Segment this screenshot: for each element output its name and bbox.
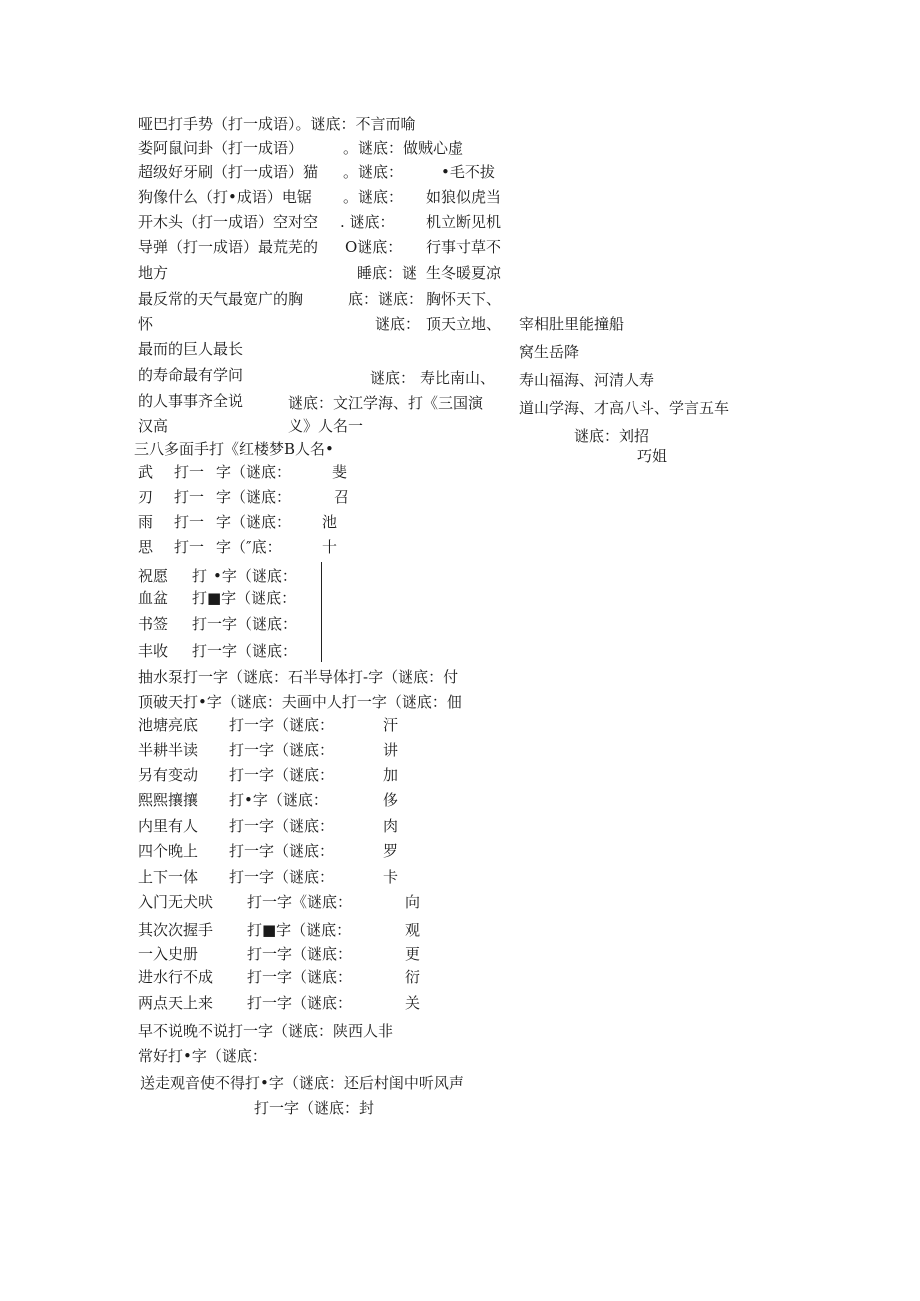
text-line: 书签: [138, 615, 169, 633]
text-line: 另有变动: [138, 766, 199, 784]
text-line: 谜底：文江学海、打《三国演: [288, 394, 484, 412]
text-line: 的寿命最有学问: [138, 366, 244, 384]
text-line: 打•字（谜底：: [229, 791, 328, 809]
text-line: 打一字（谜底：: [229, 817, 335, 835]
text-line: 打一字（谜底：: [247, 968, 353, 986]
text-line: 的人事事齐全说: [138, 392, 244, 410]
text-line: 肉: [383, 817, 399, 835]
text-line: 最而的巨人最长: [138, 340, 244, 358]
text-line: 打一字（谜底：封: [254, 1099, 375, 1117]
text-line: 上下一体: [138, 868, 199, 886]
text-line: 巧姐: [637, 447, 668, 465]
text-line: •字（谜底：: [213, 567, 297, 585]
text-line: 打一: [174, 513, 205, 531]
text-line: 地方: [138, 264, 169, 282]
text-line: 常好打•字（谜底：: [138, 1047, 267, 1065]
text-line: 打一字（谜底：: [247, 994, 353, 1012]
text-line: 打一字（谜底：: [229, 766, 335, 784]
text-line: 谜底：: [370, 369, 416, 387]
text-line: 打一: [174, 538, 205, 556]
text-line: 超级好牙刷（打一成语）猫: [138, 163, 319, 181]
text-line: 怀: [138, 315, 154, 333]
text-line: 半耕半读: [138, 741, 199, 759]
text-line: 打一: [174, 488, 205, 506]
text-line: 打■字（谜底：: [247, 921, 352, 939]
text-line: 打一字（谜底：: [229, 842, 335, 860]
text-line: 侈: [383, 791, 399, 809]
text-line: 其次次握手: [138, 921, 214, 939]
text-line: 更: [405, 945, 421, 963]
text-line: 打一字（谜底：: [229, 868, 335, 886]
text-line: 最反常的天气最宽广的胸: [138, 290, 304, 308]
text-line: 召: [334, 488, 350, 506]
text-line: 狗像什么（打•成语）电锯: [138, 188, 312, 206]
text-line: 向: [405, 893, 421, 911]
text-line: 丰收: [138, 642, 169, 660]
text-line: 字（谜底：: [216, 463, 292, 481]
text-line: 宰相肚里能撞船: [519, 315, 625, 333]
text-line: 刃: [138, 488, 154, 506]
text-line: 十: [322, 538, 338, 556]
text-line: 顶破天打•字（谜底：夫画中人打一字（谜底：佃: [138, 693, 462, 711]
text-line: 血盆: [138, 589, 169, 607]
text-line: •毛不拔: [441, 163, 495, 181]
text-line: 哑巴打手势（打一成语）。谜底：不言而喻: [138, 115, 416, 133]
text-line: 加: [383, 766, 399, 784]
text-line: 早不说晚不说打一字（谜底：陕西人非: [138, 1022, 394, 1040]
text-line: 打一字《谜底：: [247, 893, 353, 911]
text-line: 寿比南山、: [420, 369, 496, 387]
text-line: 。谜底：: [343, 163, 404, 181]
text-line: 开木头（打一成语）空对空: [138, 213, 319, 231]
text-line: 打一: [174, 463, 205, 481]
text-line: 打■字（谜底：: [192, 589, 297, 607]
text-line: O谜底：: [345, 238, 403, 256]
text-line: 雨: [138, 513, 154, 531]
text-line: 顶天立地、: [426, 315, 502, 333]
text-line: 熙熙攘攘: [138, 791, 199, 809]
text-line: 两点天上来: [138, 994, 214, 1012]
text-line: 谜底：刘招: [574, 427, 650, 445]
text-line: 道山学海、才高八斗、学言五车: [519, 399, 730, 417]
text-line: 打一字（谜底：: [247, 945, 353, 963]
text-line: 讲: [383, 741, 399, 759]
text-line: 池: [322, 513, 338, 531]
text-line: 导弹（打一成语）最荒芜的: [138, 238, 319, 256]
text-line: 字（″底：: [216, 538, 282, 556]
text-line: 窝生岳降: [519, 343, 580, 361]
text-line: 行事寸草不: [426, 238, 502, 256]
text-line: 祝愿: [138, 567, 169, 585]
text-line: 打: [192, 567, 208, 585]
text-line: 字（谜底：: [216, 488, 292, 506]
text-line: 义》人名一: [288, 417, 364, 435]
text-line: 寿山福海、河清人寿: [519, 371, 655, 389]
text-line: 打一字（谜底：: [192, 642, 298, 660]
text-line: 进水行不成: [138, 968, 214, 986]
vertical-rule: [321, 562, 322, 662]
text-line: 汉高: [138, 417, 169, 435]
text-line: 。谜底：: [343, 188, 404, 206]
text-line: 打一字（谜底：: [229, 716, 335, 734]
text-line: 罗: [383, 842, 399, 860]
text-line: 衍: [405, 968, 421, 986]
text-line: 。谜底：做贼心虚: [343, 139, 464, 157]
text-line: 斐: [332, 463, 348, 481]
text-line: . 谜底：: [340, 213, 395, 231]
text-line: 卡: [383, 868, 399, 886]
text-line: 送走观音使不得打•字（谜底：还后村闺中听风声: [140, 1074, 464, 1092]
text-line: 生冬暖夏凉: [426, 264, 502, 282]
text-line: 睡底：谜: [357, 264, 418, 282]
text-line: 四个晚上: [138, 842, 199, 860]
text-line: 机立断见机: [426, 213, 502, 231]
text-line: 底：谜底：: [348, 290, 424, 308]
text-line: 谜底：: [375, 315, 421, 333]
text-line: 观: [405, 921, 421, 939]
text-line: 一入史册: [138, 945, 199, 963]
text-line: 汗: [383, 716, 399, 734]
text-line: 字（谜底：: [216, 513, 292, 531]
text-line: 如狼似虎当: [426, 188, 502, 206]
text-line: 内里有人: [138, 817, 199, 835]
text-line: 思: [138, 538, 154, 556]
text-line: 胸怀天下、: [426, 290, 502, 308]
text-line: 打一字（谜底：: [192, 615, 298, 633]
text-line: 三八多面手打《红楼梦B人名•: [134, 440, 334, 458]
text-line: 关: [405, 994, 421, 1012]
text-line: 娄阿鼠问卦（打一成语）: [138, 139, 304, 157]
text-line: 打一字（谜底：: [229, 741, 335, 759]
text-line: 武: [138, 463, 154, 481]
text-line: 抽水泵打一字（谜底：石半导体打-字（谜底：付: [138, 668, 459, 686]
text-line: 入门无犬吠: [138, 893, 214, 911]
text-line: 池塘亮底: [138, 716, 199, 734]
